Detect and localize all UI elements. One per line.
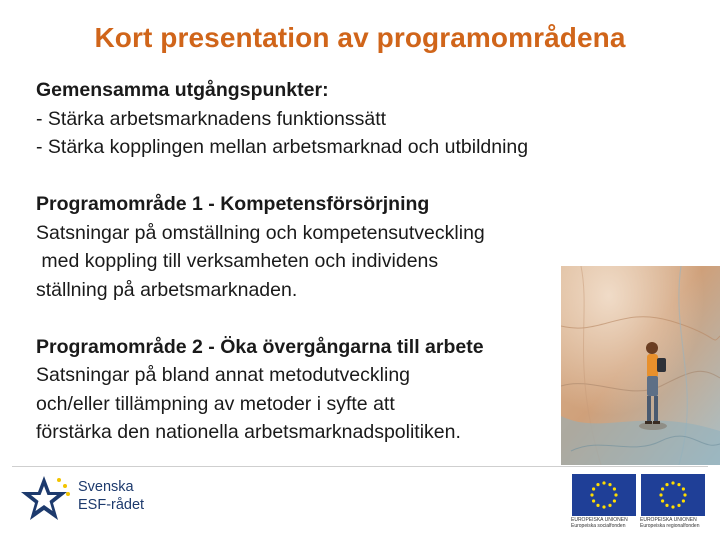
slide-title: Kort presentation av programområdena <box>94 22 626 53</box>
eu-caption-2-line1: EUROPEISKA UNIONEN <box>640 517 697 523</box>
esf-logo-line2: ESF-rådet <box>78 497 145 513</box>
eu-flag-icon <box>572 474 636 516</box>
eu-caption-1-line2: Europeiska socialfonden <box>571 523 626 529</box>
po2-text-line: förstärka den nationella arbetsmarknadspolitiken. <box>36 421 461 443</box>
po1-text-line: med koppling till verksamheten och individens <box>36 250 439 272</box>
common-heading: Gemensamma utgångspunkter: <box>36 79 329 101</box>
po2-heading: Programområde 2 - Öka övergångarna till arbete <box>36 335 484 358</box>
esf-star-icon <box>14 470 74 530</box>
po1-text-line: ställning på arbetsmarknaden. <box>36 278 298 301</box>
footer-divider <box>12 466 708 467</box>
eu-caption-1 <box>571 517 639 529</box>
po1-text-line: Satsningar på omställning och kompetensutveckling <box>36 221 485 244</box>
esf-logo-line1: Svenska <box>78 479 134 495</box>
common-item: - Stärka arbetsmarknadens funktionssätt <box>36 107 387 130</box>
map-figurine-photo <box>561 266 720 465</box>
eu-flag-icon <box>641 474 705 516</box>
po1-heading: Programområde 1 - Kompetensförsörjning <box>36 193 430 215</box>
eu-caption-2-line2: Europeiska regionalfonden <box>640 523 700 529</box>
po2-text-line: och/eller tillämpning av metoder i syfte att <box>36 392 395 415</box>
eu-caption-1-line1: EUROPEISKA UNIONEN <box>571 517 628 523</box>
po2-text-line: Satsningar på bland annat metodutveckling <box>36 364 411 386</box>
common-item: - Stärka kopplingen mellan arbetsmarknad och utbildning <box>36 136 529 158</box>
slide-content <box>36 76 596 447</box>
esf-logo <box>14 470 154 532</box>
esf-logo-text <box>78 478 144 514</box>
eu-caption-2 <box>640 517 708 529</box>
